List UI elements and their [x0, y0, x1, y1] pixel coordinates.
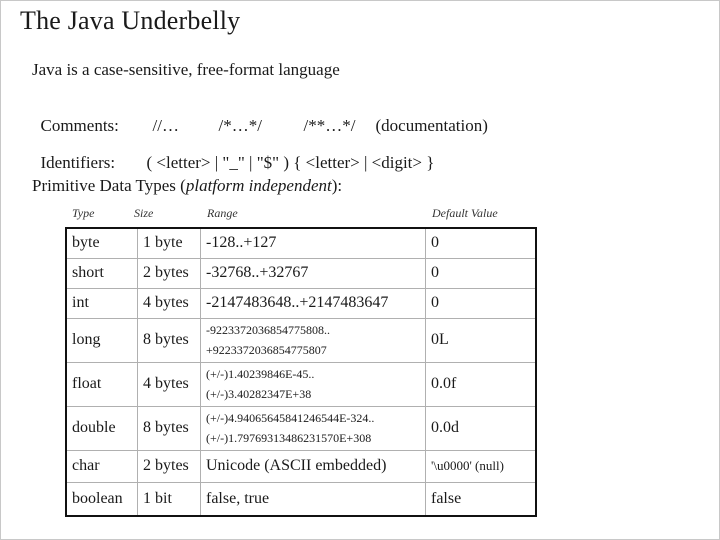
- size-cell: 2 bytes: [138, 258, 201, 288]
- range-min: (+/-)1.40239846E-45..: [206, 367, 315, 381]
- type-cell: short: [66, 258, 138, 288]
- range-cell: -2147483648..+2147483647: [201, 288, 426, 318]
- range-min: -9223372036854775808..: [206, 323, 330, 337]
- type-cell: char: [66, 450, 138, 482]
- size-cell: 4 bytes: [138, 288, 201, 318]
- type-cell: double: [66, 406, 138, 450]
- comment-doc-note: (documentation): [375, 116, 488, 135]
- slide-title: The Java Underbelly: [20, 6, 241, 35]
- size-cell: 1 byte: [138, 228, 201, 258]
- size-cell: 8 bytes: [138, 318, 201, 362]
- comment-single: //…: [152, 116, 179, 135]
- range-cell: [201, 406, 426, 450]
- table-row: [66, 362, 536, 406]
- header-default-value: Default Value: [432, 206, 498, 220]
- header-type: Type: [72, 206, 95, 220]
- range-cell: Unicode (ASCII embedded): [201, 450, 426, 482]
- comments-label: Comments:: [40, 116, 119, 135]
- type-cell: byte: [66, 228, 138, 258]
- type-cell: int: [66, 288, 138, 318]
- primitive-types-table: [65, 227, 537, 517]
- table-row: [66, 482, 536, 516]
- table-row: [66, 228, 536, 258]
- identifiers-rule: ( <letter> | "_" | "$" ) { <letter> | <digit> }: [146, 153, 435, 172]
- table-row: [66, 450, 536, 482]
- default-cell: 0: [426, 288, 537, 318]
- default-cell: 0L: [426, 318, 537, 362]
- range-max: (+/-)1.79769313486231570E+308: [206, 431, 372, 445]
- table-row: [66, 288, 536, 318]
- range-min: (+/-)4.94065645841246544E-324..: [206, 411, 375, 425]
- table-row: [66, 406, 536, 450]
- size-cell: 1 bit: [138, 482, 201, 516]
- comments-line: [32, 96, 488, 136]
- identifiers-line: [32, 133, 434, 173]
- range-cell: -32768..+32767: [201, 258, 426, 288]
- comment-multi: /*…*/: [218, 116, 262, 135]
- range-cell: false, true: [201, 482, 426, 516]
- size-cell: 4 bytes: [138, 362, 201, 406]
- table-row: [66, 318, 536, 362]
- intro-line: Java is a case-sensitive, free-format language: [32, 60, 340, 79]
- type-cell: float: [66, 362, 138, 406]
- table-row: [66, 258, 536, 288]
- primitives-italic: platform independent: [185, 176, 332, 195]
- default-cell: '\u0000' (null): [426, 450, 537, 482]
- range-max: (+/-)3.40282347E+38: [206, 387, 312, 401]
- primitives-heading: [32, 176, 342, 196]
- header-range: Range: [207, 206, 238, 220]
- default-cell: 0.0f: [426, 362, 537, 406]
- type-cell: long: [66, 318, 138, 362]
- size-cell: 2 bytes: [138, 450, 201, 482]
- comment-doc: /**…*/: [303, 116, 356, 135]
- primitives-prefix: Primitive Data Types (: [32, 176, 186, 195]
- default-cell: 0: [426, 228, 537, 258]
- range-cell: [201, 362, 426, 406]
- size-cell: 8 bytes: [138, 406, 201, 450]
- default-cell: false: [426, 482, 537, 516]
- default-cell: 0: [426, 258, 537, 288]
- header-size: Size: [134, 206, 154, 220]
- primitives-suffix: ):: [331, 176, 343, 195]
- identifiers-label: Identifiers:: [40, 153, 116, 172]
- range-cell: -128..+127: [201, 228, 426, 258]
- default-cell: 0.0d: [426, 406, 537, 450]
- type-cell: boolean: [66, 482, 138, 516]
- range-max: +9223372036854775807: [206, 343, 327, 357]
- range-cell: [201, 318, 426, 362]
